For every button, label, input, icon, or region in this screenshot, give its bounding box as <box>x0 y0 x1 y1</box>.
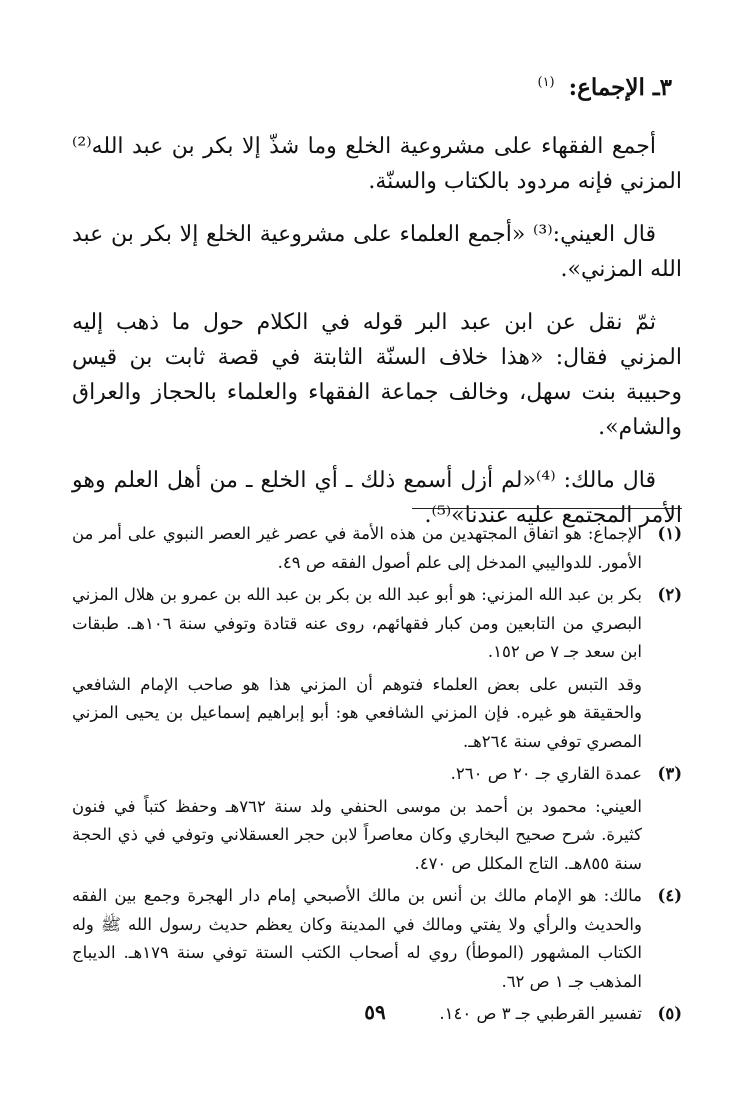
page-number: ٥٩ <box>364 1000 386 1024</box>
paragraph-malik-quote: قال مالك: ⁽⁴⁾«لم أزل أسمع ذلك ـ أي الخلع ـ من أهل العلم وهو الأمر المجتمع عليه عندنا»⁽⁵⁾. <box>72 468 682 528</box>
footnote-text: عمدة القاري جـ ٢٠ ص ٢٦٠. <box>450 764 642 783</box>
footnote-3 <box>72 760 682 789</box>
footnote-divider <box>412 508 682 509</box>
footnote-text: مالك: هو الإمام مالك بن أنس بن مالك الأصبحي إمام دار الهجرة وجمع بين الفقه والحديث والرأي ولا يفتي ومالك في المدينة وكان يعظم حديث رسول الله ﷺ وله الكتاب المشهور (الموطأ) روي له أصحاب الكتب الستة توفي سنة ١٧٩هـ. الديباج المذهب جـ ١ ص ٦٢. <box>72 886 643 991</box>
footnote-text: الإجماع: هو اتفاق المجتهدين من هذه الأمة في عصر غير العصر النبوي على أمر من الأمور. للدواليبي المدخل إلى علم أصول الفقه ص ٤٩. <box>72 524 642 572</box>
footnote-number: (٤) <box>657 886 682 905</box>
section-heading <box>72 70 672 105</box>
main-text <box>72 70 682 551</box>
footnote-4 <box>72 882 682 996</box>
footnote-1 <box>72 520 682 577</box>
footnote-2 <box>72 581 682 667</box>
footnote-number: (٢) <box>657 585 682 604</box>
footnote-number: (٥) <box>657 1004 682 1023</box>
footnotes <box>72 520 682 1033</box>
footnote-text: تفسير القرطبي جـ ٣ ص ١٤٠. <box>439 1004 642 1023</box>
paragraph-ibn-abd-al-barr: ثمّ نقل عن ابن عبد البر قوله في الكلام حول ما ذهب إليه المزني فقال: «هذا خلاف السنّة الثابتة في قصة ثابت بن قيس وحبيبة بنت سهل، وخالف جماعة الفقهاء والعلماء بالحجاز والعراق والشام». <box>72 310 682 440</box>
footnote-2-continuation: وقد التبس على بعض العلماء فتوهم أن المزني هذا هو صاحب الإمام الشافعي والحقيقة هو غيره. فإن المزني الشافعي هو: أبو إبراهيم إسماعيل بن يحيى المزني المصري توفي سنة ٢٦٤هـ. <box>72 674 642 751</box>
footnote-text: بكر بن عبد الله المزني: هو أبو عبد الله بن بكر بن عبد الله بن عمرو بن هلال المزني البصري من التابعين ومن كبار فقهائهم، روى عنه قتادة وتوفي سنة ١٠٦هـ. طبقات ابن سعد جـ ٧ ص ١٥٢. <box>72 585 642 661</box>
footnote-number: (٣) <box>657 764 682 783</box>
paragraph-aini-quote: قال العيني:⁽³⁾ «أجمع العلماء على مشروعية الخلع إلا بكر بن عبد الله المزني». <box>72 222 682 282</box>
heading-footnote-ref: (١) <box>537 75 555 91</box>
heading-text: ٣ـ الإجماع: <box>568 74 672 101</box>
footnote-3-continuation: العيني: محمود بن أحمد بن موسى الحنفي ولد سنة ٧٦٢هـ وحفظ كتباً في فنون كثيرة. شرح صحيح البخاري وكان معاصراً لابن حجر العسقلاني وتوفي في ذي الحجة سنة ٨٥٥هـ. التاج المكلل ص ٤٧٠. <box>72 796 642 873</box>
paragraph-consensus: أجمع الفقهاء على مشروعية الخلع وما شذّ إلا بكر بن عبد الله⁽²⁾ المزني فإنه مردود بالكتاب والسنّة. <box>72 134 682 194</box>
footnote-number: (١) <box>657 524 682 543</box>
